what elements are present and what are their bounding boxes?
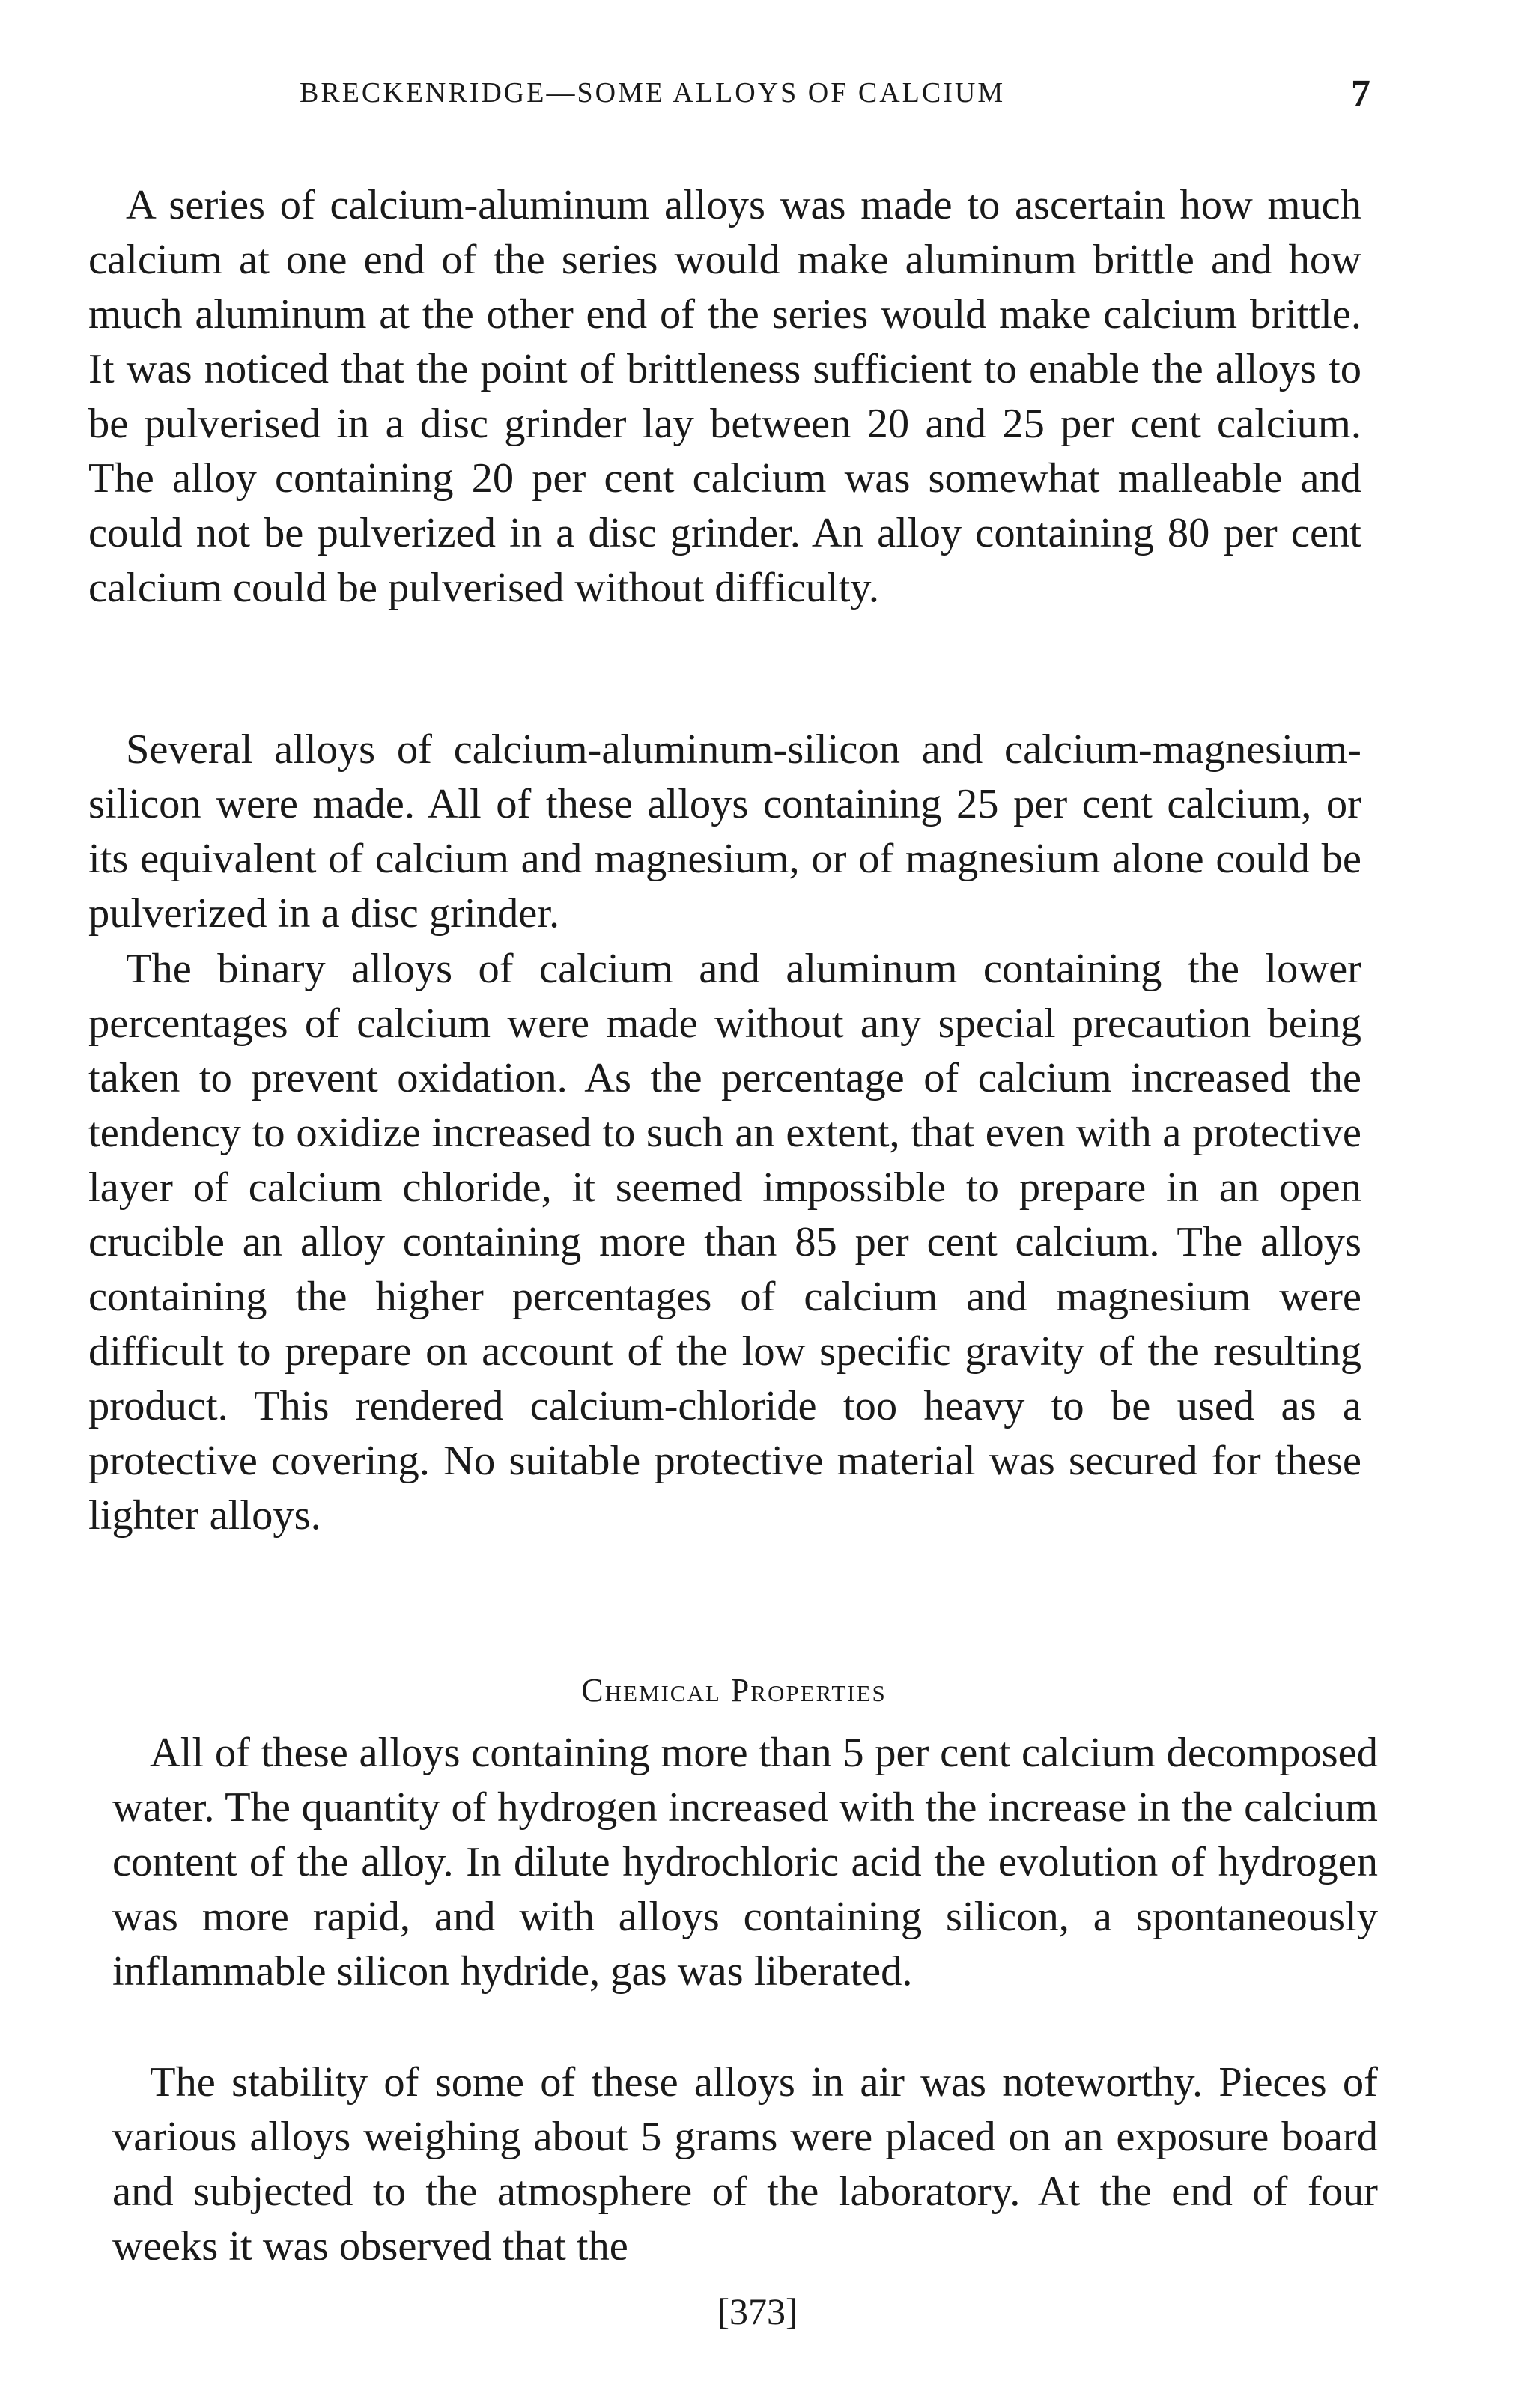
page-number: 7: [1351, 73, 1370, 115]
paragraph-binary-alloys-oxidation: The binary alloys of calcium and aluminum containing the lower percentages of calcium were made without any special precaution being taken to prevent oxidation. As the percentage of calcium increased the tendency to oxidize increased to such an extent, that even with a protective layer of calcium chloride, it seemed impossible to prepare in an open crucible an alloy containing more than 85 per cent calcium. The alloys containing the higher percentages of calcium and magnesium were difficult to prepare on account of the low specific gravity of the resulting product. This rendered calcium-chloride too heavy to be used as a protective covering. No suitable protective material was secured for these lighter alloys.: [88, 946, 1361, 1539]
folio-number: [373]: [717, 2290, 798, 2332]
paragraph-stability-in-air: The stability of some of these alloys in air was noteworthy. Pieces of various alloys weighing about 5 grams were placed on an exposure board and subjected to the atmosphere of the laboratory. At the end of four weeks it was observed that the: [112, 2059, 1378, 2269]
section-heading-chemical-properties: Chemical Properties: [581, 1672, 887, 1709]
paragraph-ternary-alloys: Several alloys of calcium-aluminum-silicon and calcium-magnesium-silicon were made. All of these alloys containing 25 per cent calcium, or its equivalent of calcium and magnesium, or of magnesium alone could be pulverized in a disc grinder.: [88, 726, 1361, 937]
paragraph-calcium-aluminum-series: A series of calcium-aluminum alloys was made to ascertain how much calcium at one end of the series would make aluminum brittle and how much aluminum at the other end of the series would make calcium brittle. It was noticed that the point of brittleness sufficient to enable the alloys to be pulverised in a disc grinder lay between 20 and 25 per cent calcium. The alloy containing 20 per cent calcium was somewhat malleable and could not be pulverized in a disc grinder. An alloy containing 80 per cent calcium could be pulverised without difficulty.: [88, 182, 1361, 611]
running-head: [97, 69, 1370, 129]
paragraph-decomposed-water: All of these alloys containing more than 5 per cent calcium decomposed water. The quantity of hydrogen increased with the increase in the calcium content of the alloy. In dilute hydrochloric acid the evolution of hydrogen was more rapid, and with alloys containing silicon, a spontaneously inflammable silicon hydride, gas was liberated.: [112, 1730, 1378, 1995]
running-title: BRECKENRIDGE—SOME ALLOYS OF CALCIUM: [300, 77, 1006, 109]
